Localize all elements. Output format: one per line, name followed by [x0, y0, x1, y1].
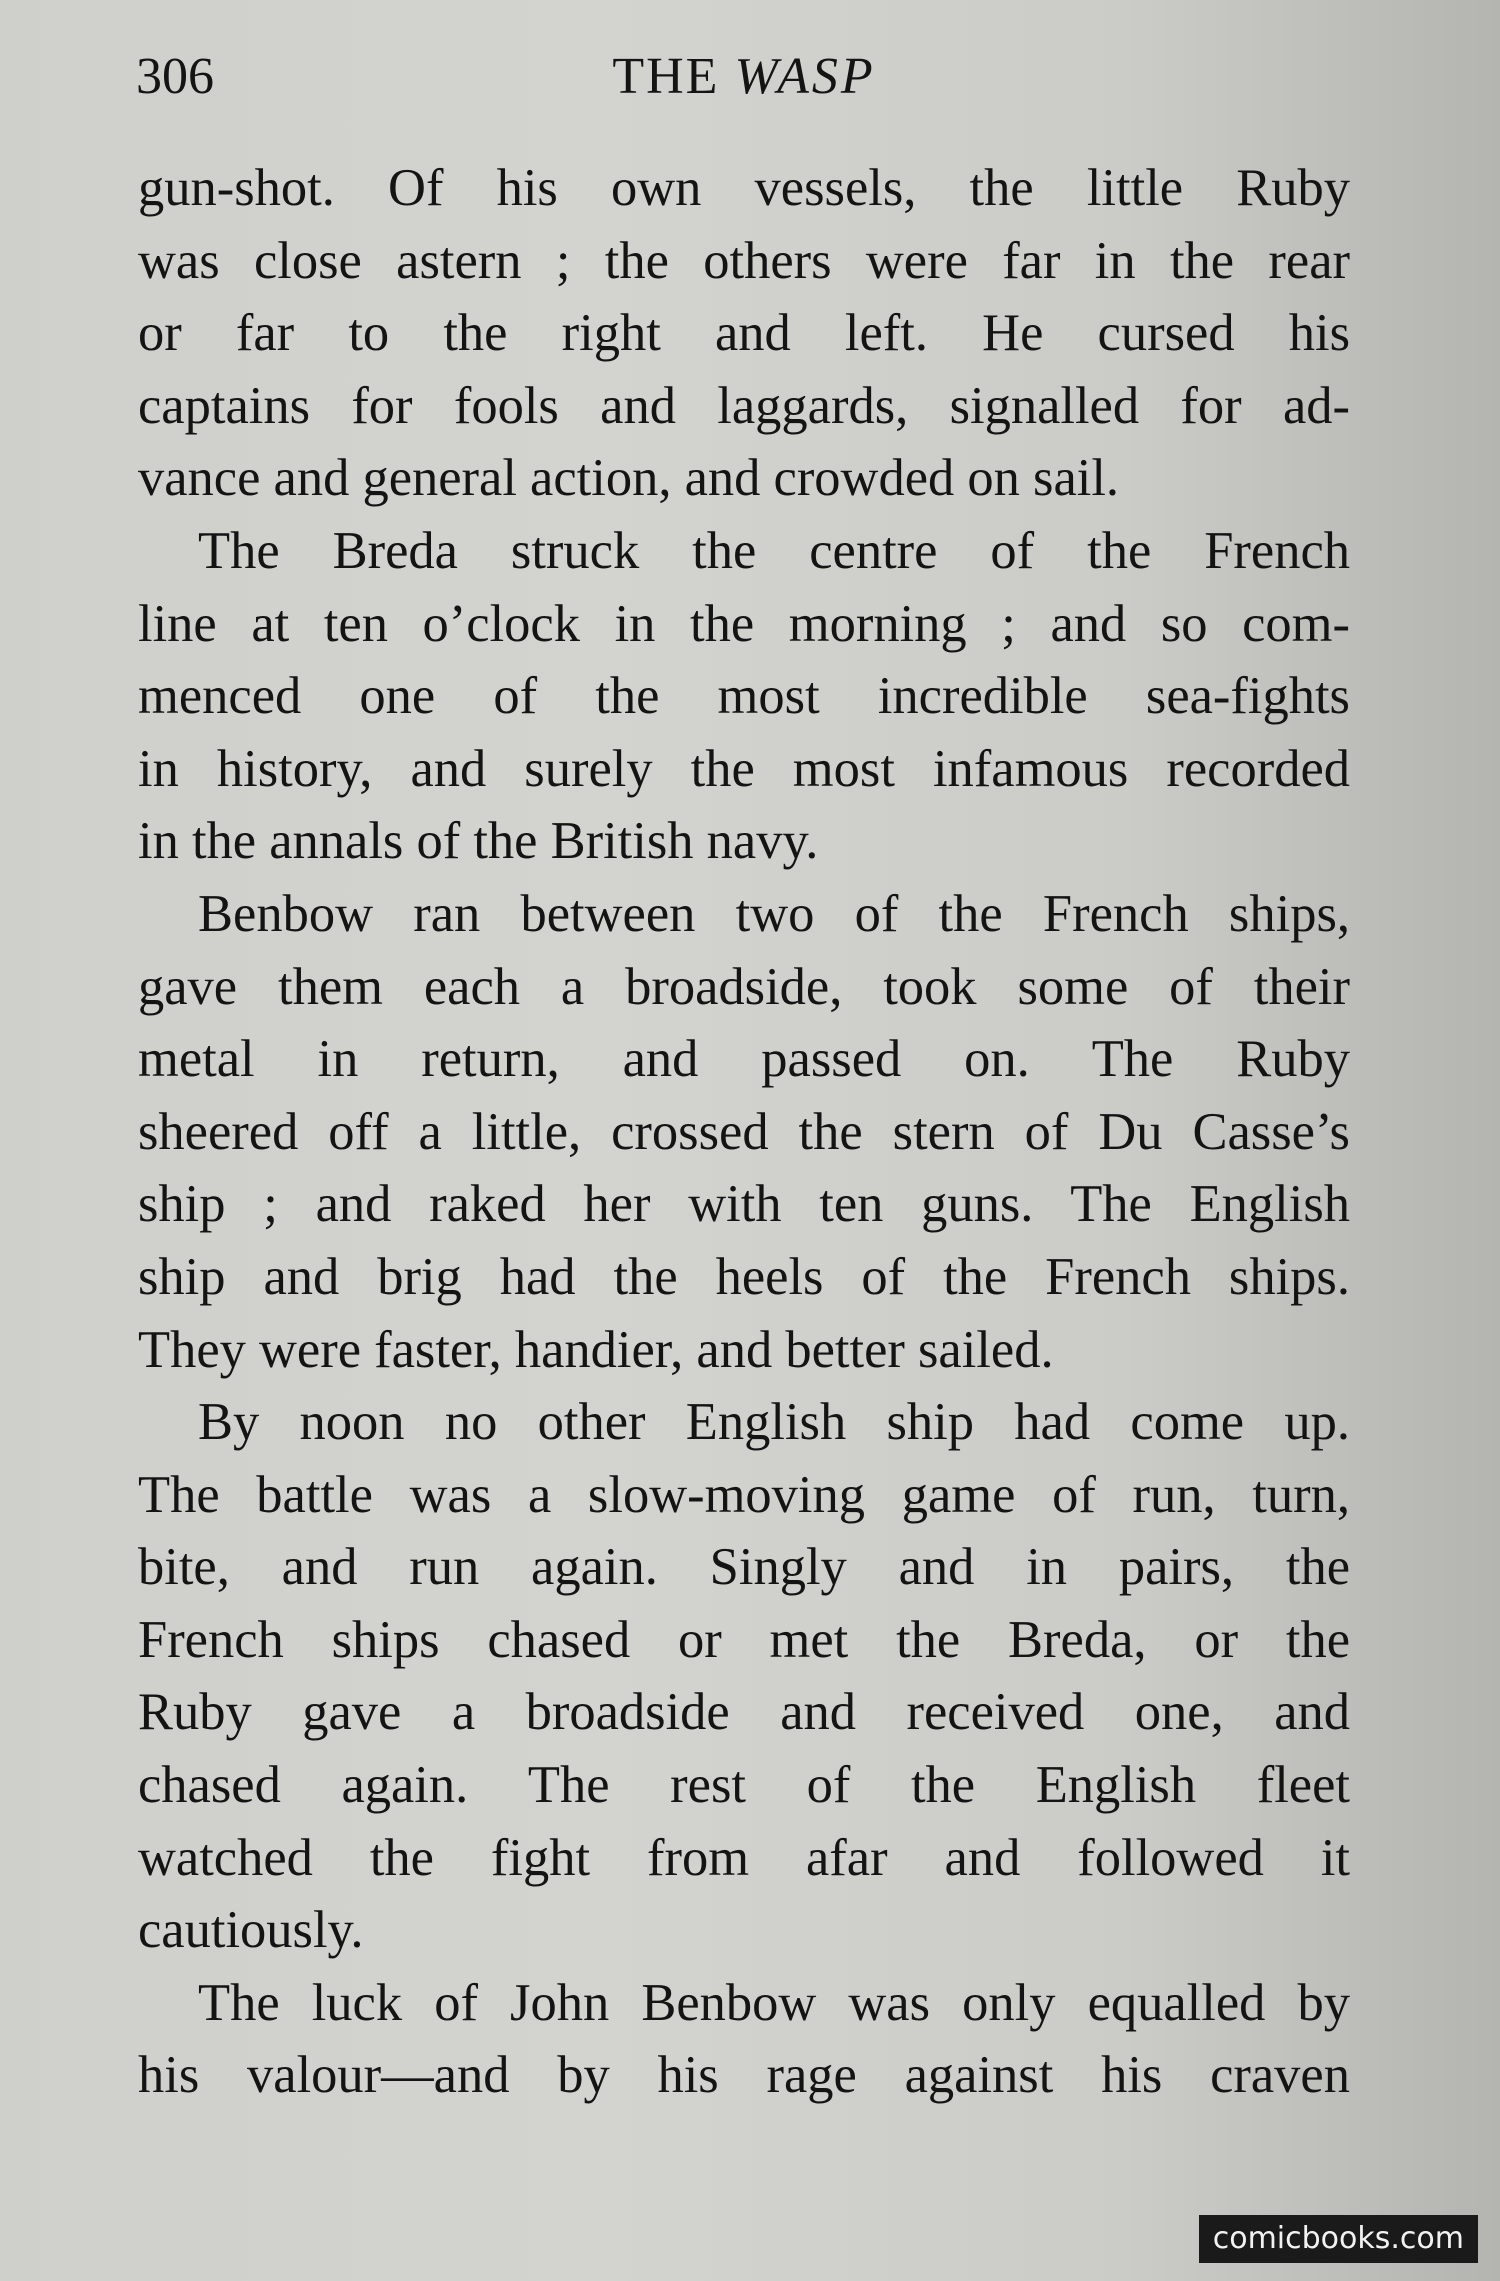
text-line: metal in return, and passed on. The Ruby [138, 1030, 1350, 1089]
page-number: 306 [136, 48, 214, 105]
text-line: was close astern ; the others were far in the rear [138, 231, 1350, 290]
text-line: Ruby gave a broadside and received one, and [138, 1683, 1350, 1742]
text-line: in the annals of the British navy. [138, 812, 819, 871]
text-line: ship and brig had the heels of the French ships. [138, 1247, 1350, 1306]
text-line: Benbow ran between two of the French ships, [198, 884, 1350, 943]
text-line: in history, and surely the most infamous recorded [138, 739, 1350, 798]
text-line: line at ten o’clock in the morning ; and so com- [138, 594, 1350, 653]
text-line: sheered off a little, crossed the stern of Du Casse’s [138, 1102, 1350, 1161]
paragraph-1 [138, 152, 1350, 515]
site-watermark: comicbooks.com [1199, 2215, 1478, 2263]
text-line: chased again. The rest of the English fleet [138, 1756, 1350, 1815]
text-line: vance and general action, and crowded on sail. [138, 449, 1120, 508]
text-line: or far to the right and left. He cursed his [138, 304, 1350, 363]
text-line: gun-shot. Of his own vessels, the little Ruby [138, 159, 1350, 217]
paragraph-4 [138, 1386, 1350, 1967]
text-line: his valour—and by his rage against his craven [138, 2046, 1350, 2105]
text-line: The luck of John Benbow was only equalled by [198, 1973, 1350, 2032]
text-line: watched the fight from afar and followed it [138, 1828, 1350, 1887]
text-line: gave them each a broadside, took some of their [138, 957, 1350, 1016]
running-head-plain: THE [612, 48, 720, 105]
text-line: The Breda struck the centre of the French [198, 521, 1350, 580]
text-line: captains for fools and laggards, signalled for ad- [138, 376, 1350, 435]
text-line: cautiously. [138, 1901, 364, 1960]
text-line: By noon no other English ship had come up. [198, 1393, 1350, 1452]
body-text [138, 152, 1350, 2112]
running-head-italic: WASP [734, 48, 876, 105]
text-line: The battle was a slow-moving game of run, turn, [138, 1465, 1350, 1524]
paragraph-3 [138, 878, 1350, 1386]
text-line: They were faster, handier, and better sailed. [138, 1320, 1054, 1379]
page-header [136, 42, 1352, 112]
text-line: French ships chased or met the Breda, or the [138, 1610, 1350, 1669]
running-head [136, 42, 1352, 112]
text-line: menced one of the most incredible sea-fights [138, 667, 1350, 726]
paragraph-5 [138, 1967, 1350, 2112]
paragraph-2 [138, 515, 1350, 878]
text-line: bite, and run again. Singly and in pairs, the [138, 1538, 1350, 1597]
text-line: ship ; and raked her with ten guns. The English [138, 1175, 1350, 1234]
